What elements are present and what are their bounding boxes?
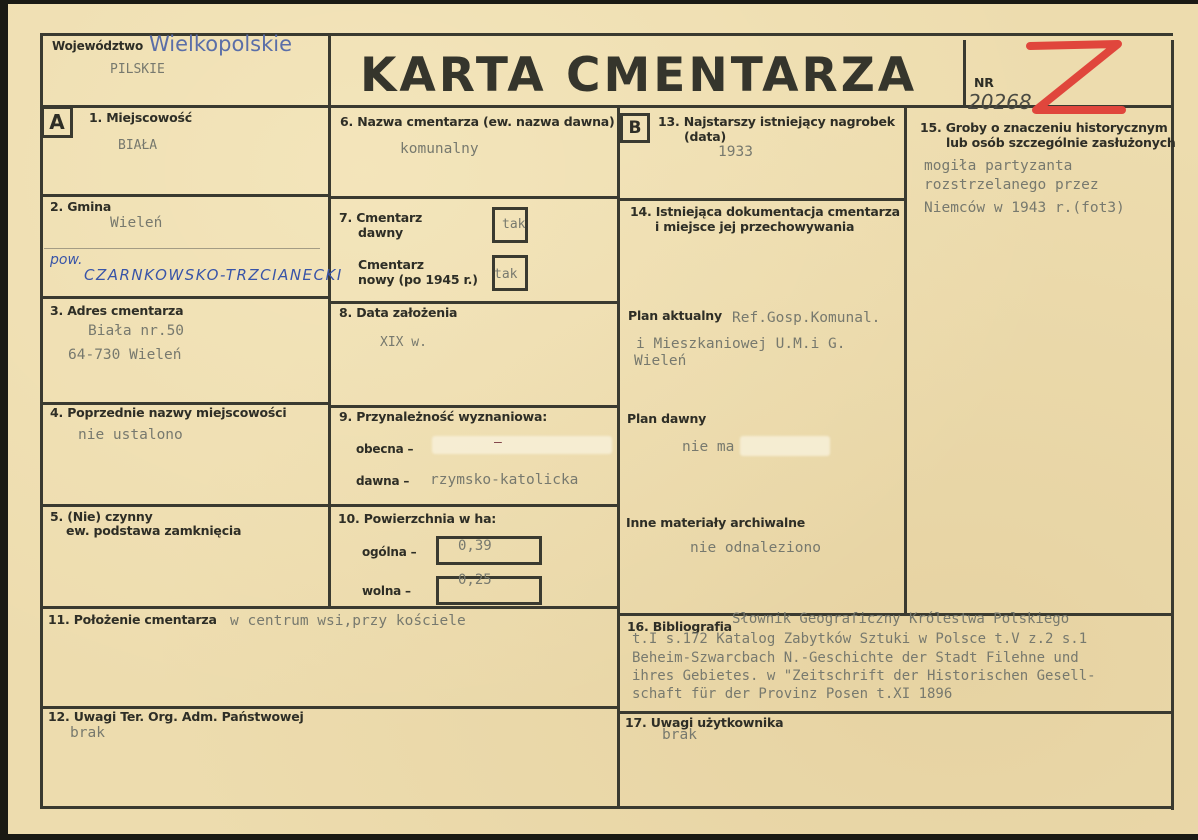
f13-label-2: (data) xyxy=(684,129,727,144)
red-z-mark-icon xyxy=(1022,40,1126,116)
f7-dawny-label-2: dawny xyxy=(358,225,403,240)
f7-nowy-label-1: Cmentarz xyxy=(358,257,424,272)
f4-label: 4. Poprzednie nazwy miejscowości xyxy=(50,405,287,420)
powiat-prefix: pow. xyxy=(50,252,83,268)
f6-label: 6. Nazwa cmentarza (ew. nazwa dawna) xyxy=(340,114,615,129)
c1-div-2 xyxy=(40,296,330,299)
f9-label: 9. Przynależność wyznaniowa: xyxy=(339,409,548,424)
plan-dawny-correction xyxy=(740,436,830,456)
f11-label: 11. Położenie cmentarza xyxy=(48,612,217,627)
f3-line1: Biała nr.50 xyxy=(88,323,185,339)
f2-value: Wieleń xyxy=(110,215,163,231)
f6-value: komunalny xyxy=(400,141,479,157)
f14-label-1: 14. Istniejąca dokumentacja cmentarza xyxy=(630,204,900,219)
c2-div-1 xyxy=(328,196,619,199)
frame-left xyxy=(40,33,43,809)
plan-aktualny-line2: i Mieszkaniowej U.M.i G. xyxy=(636,336,846,352)
nr-value: 20268 xyxy=(968,90,1032,114)
c1-div-4 xyxy=(40,504,330,507)
f7-dawny-value: tak xyxy=(502,217,526,232)
c2-div-3 xyxy=(328,405,619,408)
f4-value: nie ustalono xyxy=(78,427,183,443)
plan-aktualny-label: Plan aktualny xyxy=(628,308,722,323)
f9-obecna-value: — xyxy=(494,435,502,450)
f12-value: brak xyxy=(70,725,105,741)
f17-value: brak xyxy=(662,727,697,743)
f13-label-1: 13. Najstarszy istniejący nagrobek xyxy=(658,114,895,129)
section-a-badge: A xyxy=(41,106,73,138)
card-title: KARTA CMENTARZA xyxy=(360,48,918,103)
wojewodztwo-stamp: Wielkopolskie xyxy=(149,32,293,56)
plan-aktualny-line3: Wieleń xyxy=(634,353,687,369)
f7-nowy-label-2: nowy (po 1945 r.) xyxy=(358,272,478,287)
f16-line-3: Beheim-Szwarcbach N.-Geschichte der Stadt Filehne und xyxy=(632,650,1079,666)
gmina-underline xyxy=(44,248,320,249)
f1-label: 1. Miejscowość xyxy=(89,110,192,125)
c1-div-1 xyxy=(40,194,330,197)
f15-label-1: 15. Groby o znaczeniu historycznym xyxy=(920,120,1168,135)
f16-line-2: t.I s.172 Katalog Zabytków Sztuki w Polsce t.V z.2 s.1 xyxy=(632,631,1088,647)
f5-label-2: ew. podstawa zamknięcia xyxy=(66,523,242,538)
inne-materialy-value: nie odnaleziono xyxy=(690,540,821,556)
f9-dawna-value: rzymsko-katolicka xyxy=(430,472,579,488)
row-11-top xyxy=(40,606,619,609)
plan-aktualny-line1: Ref.Gosp.Komunal. xyxy=(732,310,881,326)
c3-div-1 xyxy=(620,198,906,201)
f15-line3: Niemców w 1943 r.(fot3) xyxy=(924,200,1125,216)
inne-materialy-label: Inne materiały archiwalne xyxy=(626,515,806,530)
f14-label-2: i miejsce jej przechowywania xyxy=(655,219,855,234)
f3-line2: 64-730 Wieleń xyxy=(68,347,182,363)
f5-label-1: 5. (Nie) czynny xyxy=(50,509,153,524)
f10-wolna-label: wolna – xyxy=(362,584,411,598)
frame-bottom xyxy=(40,806,1174,809)
plan-dawny-label: Plan dawny xyxy=(627,411,707,426)
f7-nowy-value: tak xyxy=(494,267,518,282)
f10-wolna-value: 0,25 xyxy=(458,572,492,588)
frame-right xyxy=(1171,40,1174,810)
col-sep-3 xyxy=(904,105,907,614)
wojewodztwo-typed: PILSKIE xyxy=(110,62,165,77)
header-sep-2 xyxy=(963,40,966,107)
f12-label: 12. Uwagi Ter. Org. Adm. Państwowej xyxy=(48,709,304,724)
f16-label: 16. Bibliografia xyxy=(627,619,732,634)
f15-label-2: lub osób szczególnie zasłużonych xyxy=(946,135,1176,150)
row-17-top xyxy=(617,711,1174,714)
f16-line-1: Słownik Geograficzny Królestwa Polskiego xyxy=(732,611,1070,627)
f16-line-5: schaft für der Provinz Posen t.XI 1896 xyxy=(632,686,953,702)
header-sep-1 xyxy=(328,33,331,107)
f17-label: 17. Uwagi użytkownika xyxy=(625,715,784,730)
f10-ogolna-label: ogólna – xyxy=(362,545,417,559)
correction-fluid xyxy=(432,436,612,454)
nr-label: NR xyxy=(974,75,994,90)
col-sep-2 xyxy=(617,105,620,806)
plan-dawny-value: nie ma xyxy=(682,439,735,455)
f1-value: BIAŁA xyxy=(118,138,158,153)
c2-div-2 xyxy=(328,301,619,304)
f8-label: 8. Data założenia xyxy=(339,305,458,320)
f9-obecna-label: obecna – xyxy=(356,442,414,456)
f2-label: 2. Gmina xyxy=(50,199,112,214)
f3-label: 3. Adres cmentarza xyxy=(50,303,184,318)
f16-line-4: ihres Gebietes. w "Zeitschrift der Historischen Gesell- xyxy=(632,668,1096,684)
f15-line1: mogiła partyzanta xyxy=(924,158,1073,174)
section-b-badge: B xyxy=(620,113,650,143)
f13-value: 1933 xyxy=(718,144,753,160)
col-sep-1 xyxy=(328,105,331,608)
f11-value: w centrum wsi,przy kościele xyxy=(230,613,466,629)
f8-value: XIX w. xyxy=(380,335,427,350)
powiat-value: CZARNKOWSKO-TRZCIANECKI xyxy=(84,266,343,284)
f10-label: 10. Powierzchnia w ha: xyxy=(338,511,497,526)
c2-div-4 xyxy=(328,504,619,507)
f9-dawna-label: dawna – xyxy=(356,474,410,488)
f7-dawny-label-1: 7. Cmentarz xyxy=(339,210,423,225)
f15-line2: rozstrzelanego przez xyxy=(924,177,1099,193)
wojewodztwo-label: Województwo xyxy=(52,39,144,53)
f10-ogolna-value: 0,39 xyxy=(458,538,492,554)
